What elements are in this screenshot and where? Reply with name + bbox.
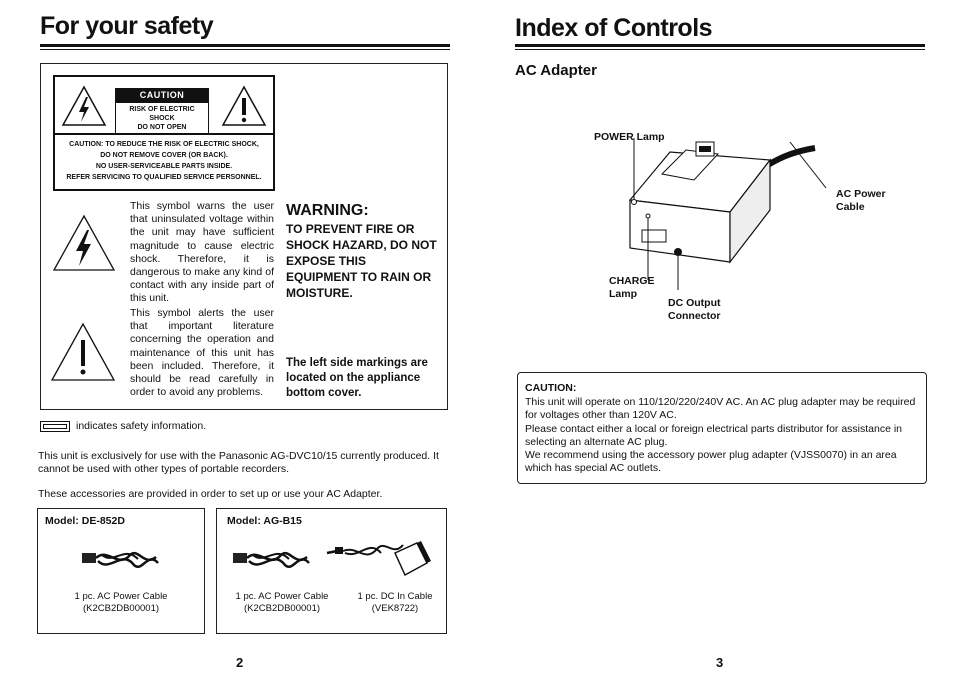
caution-label: CAUTION bbox=[115, 88, 209, 102]
model2-title: Model: AG-B15 bbox=[227, 515, 302, 527]
model2-item2-line2: (VEK8722) bbox=[371, 603, 419, 614]
caution-paragraph-3: We recommend using the accessory power plug adapter (VJSS0070) in an area which has special AC outlets. bbox=[525, 449, 897, 475]
caution-line-3: NO USER-SERVICEABLE PARTS INSIDE. bbox=[95, 163, 233, 170]
lightning-warning-icon bbox=[52, 214, 116, 272]
model2-box bbox=[216, 508, 447, 634]
label-ac-power-cable bbox=[836, 188, 886, 214]
safety-info-icon bbox=[40, 421, 70, 432]
label-power-lamp: POWER Lamp bbox=[594, 131, 665, 143]
markings-text: The left side markings are located on the appliance bottom cover. bbox=[286, 357, 428, 399]
caution-line-2: DO NOT REMOVE COVER (OR BACK). bbox=[100, 152, 228, 159]
exclamation-triangle-icon bbox=[221, 85, 267, 127]
lightning-triangle-icon bbox=[61, 85, 107, 127]
page-number-right: 3 bbox=[716, 655, 724, 670]
label-ac-power-cable-line2: Cable bbox=[836, 201, 865, 213]
warning-title: WARNING: bbox=[286, 202, 369, 219]
caution-center bbox=[115, 88, 209, 135]
page-title-left: For your safety bbox=[40, 12, 214, 40]
caution-line-4: REFER SERVICING TO QUALIFIED SERVICE PERSONNEL. bbox=[66, 174, 262, 181]
model1-box bbox=[37, 508, 205, 634]
caution-paragraph-1: This unit will operate on 110/120/220/240V AC. An AC plug adapter may be required for voltages other than 120V AC. bbox=[525, 396, 916, 422]
label-charge-lamp-line1: CHARGE bbox=[609, 275, 655, 287]
model2-item2-line1: 1 pc. DC In Cable bbox=[357, 591, 433, 602]
symbol1-text: This symbol warns the user that uninsulated voltage within the unit may have sufficient magnitude to cause electric shock. Therefore, it is dangerous to make any kind of contact with any inside part of this unit. bbox=[130, 200, 274, 305]
caution-title: CAUTION: bbox=[525, 382, 577, 394]
model2-item1-line2: (K2CB2DB00001) bbox=[243, 603, 321, 614]
dc-in-cable-icon bbox=[321, 523, 431, 585]
caution-line-1: CAUTION: TO REDUCE THE RISK OF ELECTRIC SHOCK, bbox=[69, 141, 259, 148]
model1-title: Model: DE-852D bbox=[45, 515, 125, 527]
safety-info-text: indicates safety information. bbox=[76, 420, 207, 432]
section-subtitle: AC Adapter bbox=[515, 62, 597, 79]
caution-paragraph-2: Please contact either a local or foreign electrical parts distributor for assistance in selecting an alternate AC plug. bbox=[525, 423, 903, 449]
label-ac-power-cable-line1: AC Power bbox=[836, 188, 886, 200]
page-number-left: 2 bbox=[236, 655, 244, 670]
label-charge-lamp bbox=[609, 275, 655, 301]
caution-label-block bbox=[53, 75, 275, 191]
warning-text: TO PREVENT FIRE OR SHOCK HAZARD, DO NOT EXPOSE THIS EQUIPMENT TO RAIN OR MOISTURE. bbox=[286, 222, 437, 300]
model1-item1-line2: (K2CB2DB00001) bbox=[82, 603, 160, 614]
model2-item1-line1: 1 pc. AC Power Cable bbox=[235, 591, 329, 602]
title-rule-right bbox=[515, 44, 925, 47]
symbol2-text: This symbol alerts the user that important literature concerning the operation and maintenance of this unit has been included. Therefore, it should be read carefully in order to avoid any problems. bbox=[130, 307, 274, 399]
model1-item1-line1: 1 pc. AC Power Cable bbox=[74, 591, 168, 602]
ac-power-cable-icon bbox=[78, 537, 164, 583]
title-rule-left-thin bbox=[40, 49, 450, 50]
exclusive-text: This unit is exclusively for use with the Panasonic AG-DVC10/15 currently produced. It cannot be used with other types of portable recorders. bbox=[38, 450, 439, 476]
label-dc-output-line1: DC Output bbox=[668, 297, 721, 309]
exclamation-warning-icon bbox=[50, 322, 116, 382]
title-rule-right-thin bbox=[515, 49, 925, 50]
ac-power-cable-icon bbox=[229, 537, 315, 583]
accessories-intro: These accessories are provided in order to set up or use your AC Adapter. bbox=[38, 488, 383, 500]
label-dc-output-line2: Connector bbox=[668, 310, 721, 322]
page-title-right: Index of Controls bbox=[515, 14, 713, 42]
label-charge-lamp-line2: Lamp bbox=[609, 288, 638, 300]
ac-adapter-illustration bbox=[590, 130, 850, 290]
shock-line-2: DO NOT OPEN bbox=[137, 124, 187, 131]
title-rule-left bbox=[40, 44, 450, 47]
caution-box bbox=[517, 372, 927, 484]
label-dc-output bbox=[668, 297, 721, 323]
shock-line-1: RISK OF ELECTRIC SHOCK bbox=[129, 106, 195, 122]
